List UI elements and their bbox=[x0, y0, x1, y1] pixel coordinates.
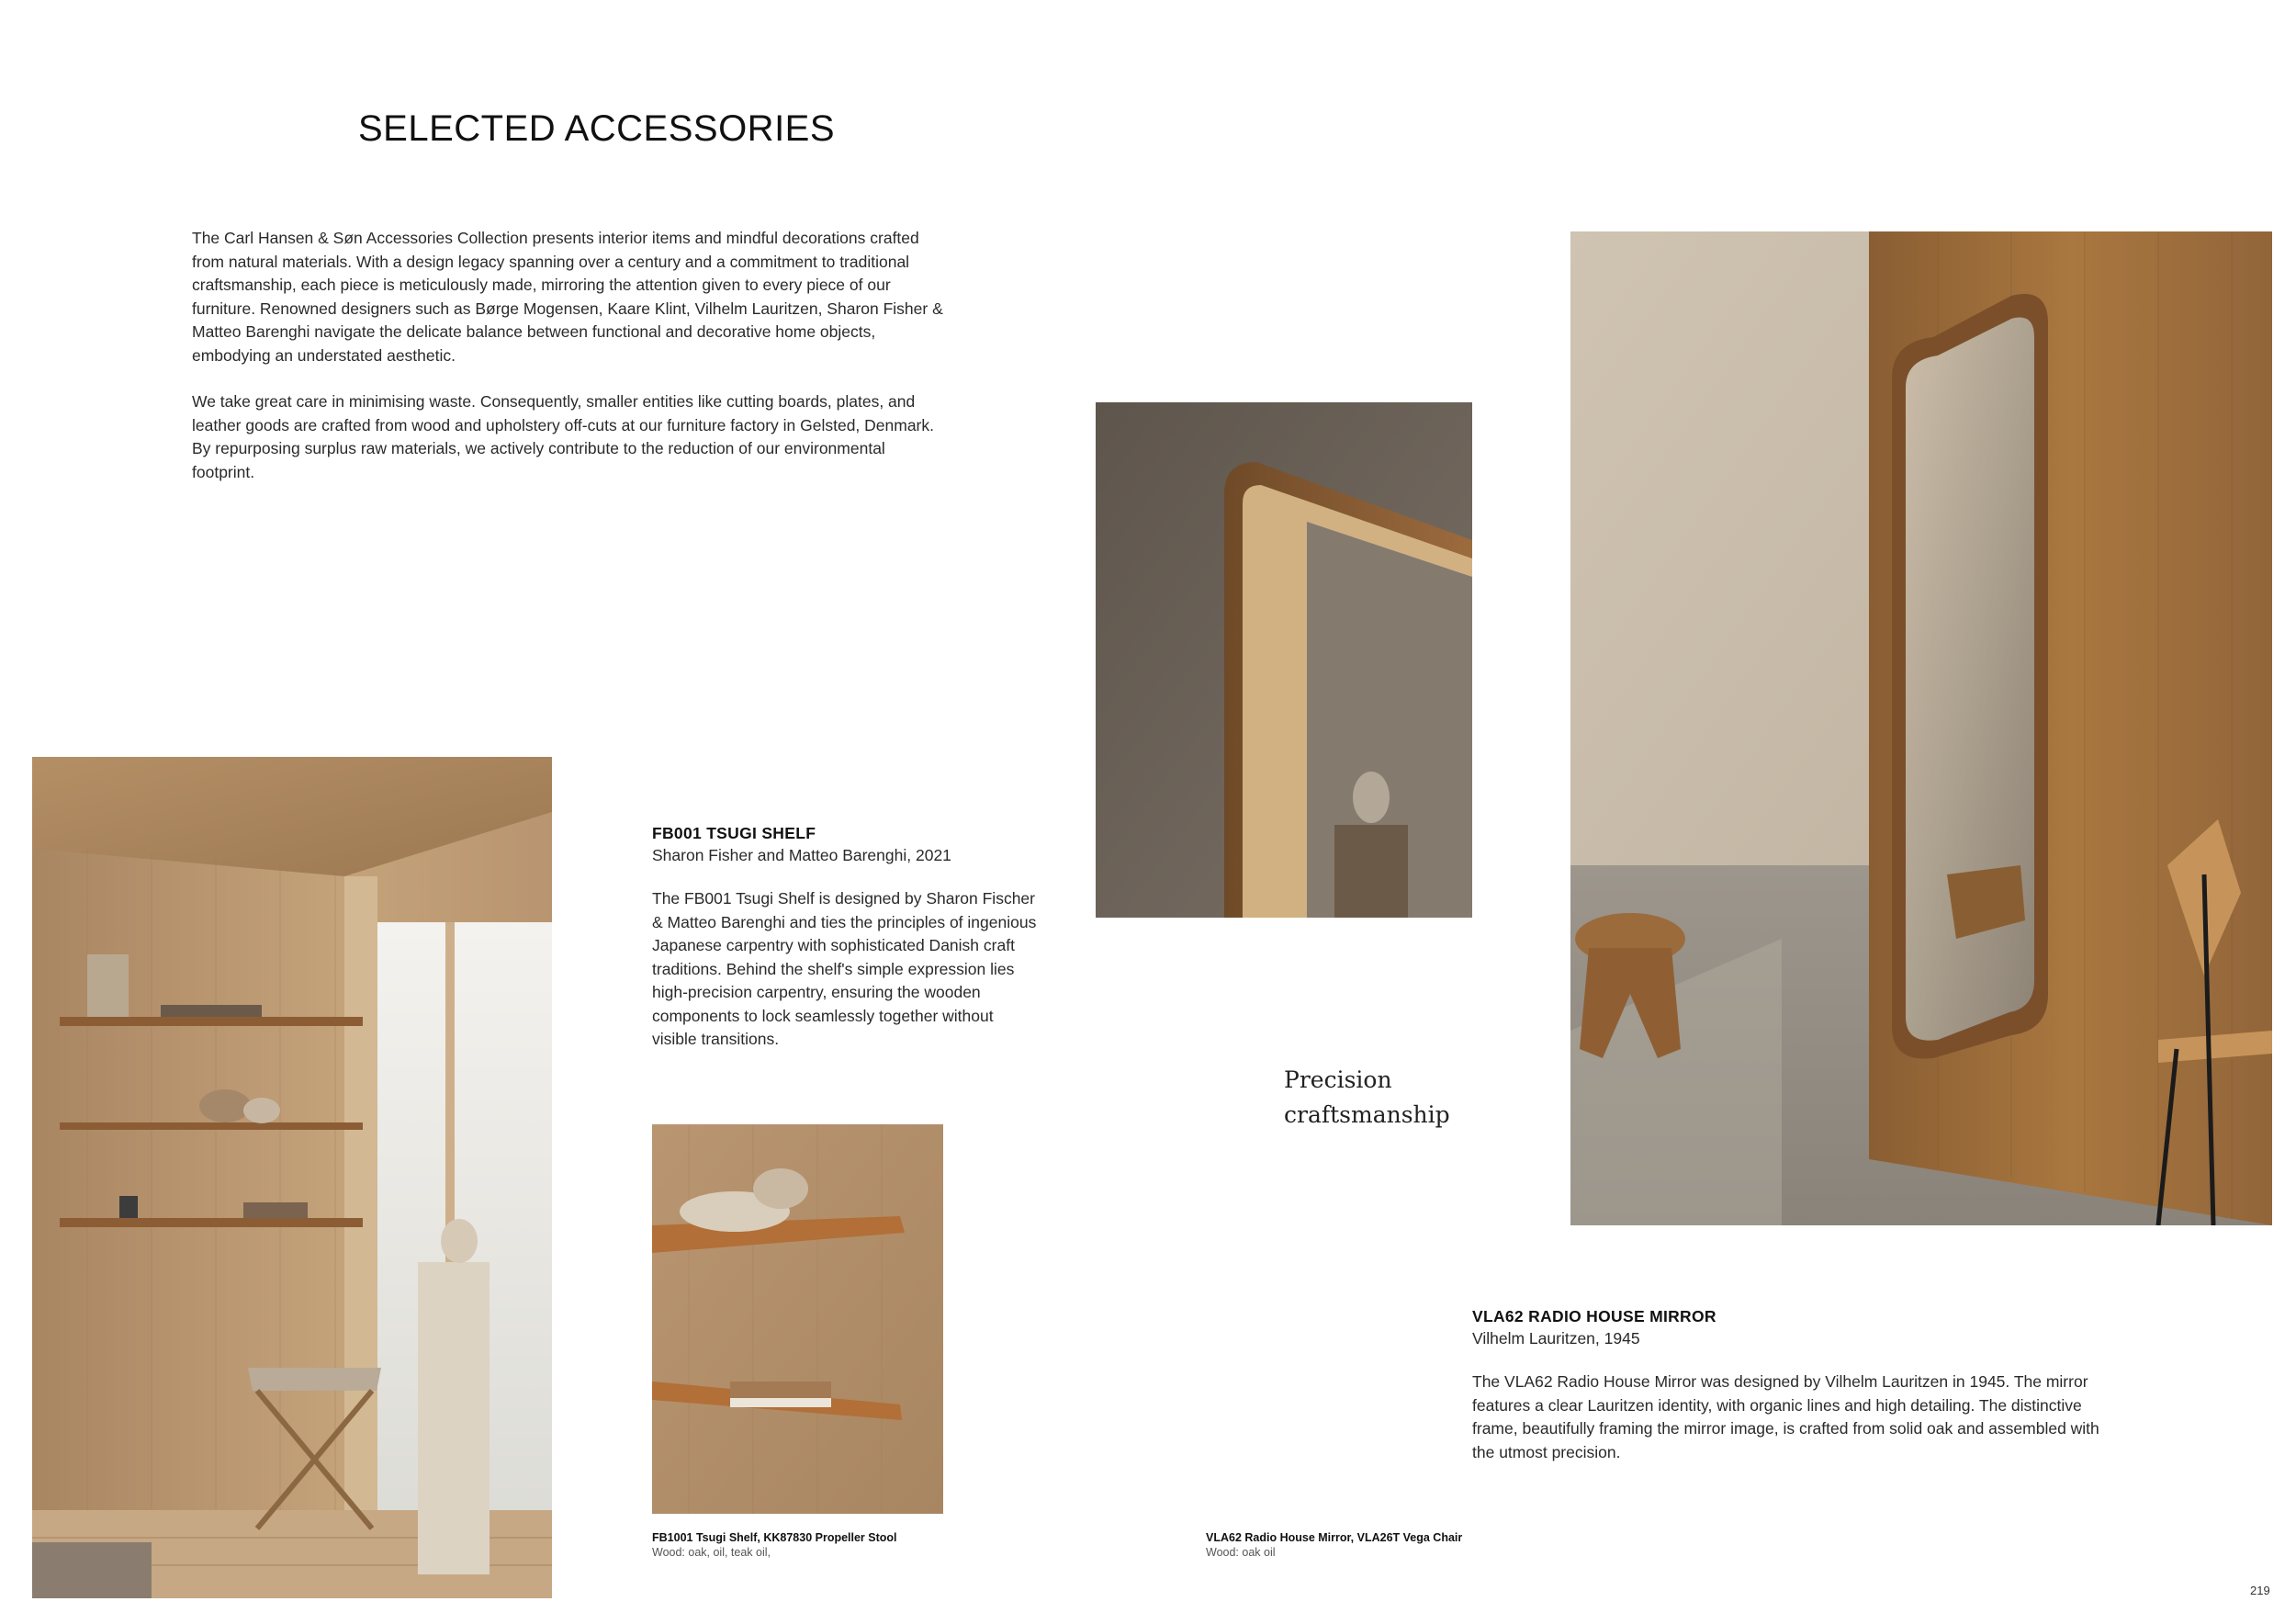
caption-right-title: VLA62 Radio House Mirror, VLA26T Vega Chair bbox=[1206, 1531, 1463, 1544]
shelf-product-description: The FB001 Tsugi Shelf is designed by Sharon Fischer & Matteo Barenghi and ties the principles of ingenious Japanese carpentry with sophisticated Danish craft traditions. Behind the shelf's simple expression lies high-precision carpentry, ensuring the wooden components to lock seamlessly together without visible transitions. bbox=[652, 889, 1037, 1048]
mirror-closeup-photo bbox=[1096, 402, 1472, 918]
intro-paragraph-1: The Carl Hansen & Søn Accessories Collection presents interior items and mindful decorations crafted from natural materials. With a design legacy spanning over a century and a commitment to traditional craftsmanship, each piece is meticulously made, mirroring the attention given to every piece of our furniture. Renowned designers such as Børge Mogensen, Kaare Klint, Vilhelm Lauritzen, Sharon Fisher & Matteo Barenghi navigate the delicate balance between functional and decorative home objects, embodying an understated aesthetic. bbox=[192, 229, 943, 365]
caption-left-subtitle: Wood: oak, oil, teak oil, bbox=[652, 1546, 771, 1559]
mirror-product-info bbox=[1472, 1307, 2115, 1464]
caption-right bbox=[1206, 1531, 1592, 1559]
mirror-product-designer: Vilhelm Lauritzen, 1945 bbox=[1472, 1329, 1640, 1348]
shelf-product-title: FB001 TSUGI SHELF bbox=[652, 824, 816, 842]
shelf-closeup-photo bbox=[652, 1124, 943, 1514]
mirror-scene-photo bbox=[1570, 231, 2272, 1225]
pull-quote-line-2: craftsmanship bbox=[1284, 1101, 1450, 1128]
page-number: 219 bbox=[2250, 1584, 2270, 1597]
mirror-product-title: VLA62 RADIO HOUSE MIRROR bbox=[1472, 1307, 1716, 1325]
caption-left bbox=[652, 1531, 1038, 1559]
caption-left-title: FB1001 Tsugi Shelf, KK87830 Propeller Stool bbox=[652, 1531, 897, 1544]
mirror-product-description: The VLA62 Radio House Mirror was designed by Vilhelm Lauritzen in 1945. The mirror features a clear Lauritzen identity, with organic lines and high detailing. The distinctive frame, beautifully framing the mirror image, is crafted from solid oak and assembled with the utmost precision. bbox=[1472, 1372, 2099, 1461]
pull-quote bbox=[1284, 1063, 1450, 1133]
intro-paragraph-2: We take great care in minimising waste. Consequently, smaller entities like cutting boards, plates, and leather goods are crafted from wood and upholstery off-cuts at our furniture factory in Gelsted, Denmark. By repurposing surplus raw materials, we actively contribute to the reduction of our environmental footprint. bbox=[192, 392, 934, 481]
intro-text bbox=[192, 227, 945, 507]
caption-right-subtitle: Wood: oak oil bbox=[1206, 1546, 1276, 1559]
page-title: SELECTED ACCESSORIES bbox=[358, 108, 836, 149]
room-shelves-photo bbox=[32, 757, 552, 1598]
pull-quote-line-1: Precision bbox=[1284, 1066, 1392, 1093]
shelf-product-designer: Sharon Fisher and Matteo Barenghi, 2021 bbox=[652, 846, 951, 864]
shelf-product-info bbox=[652, 824, 1038, 1052]
